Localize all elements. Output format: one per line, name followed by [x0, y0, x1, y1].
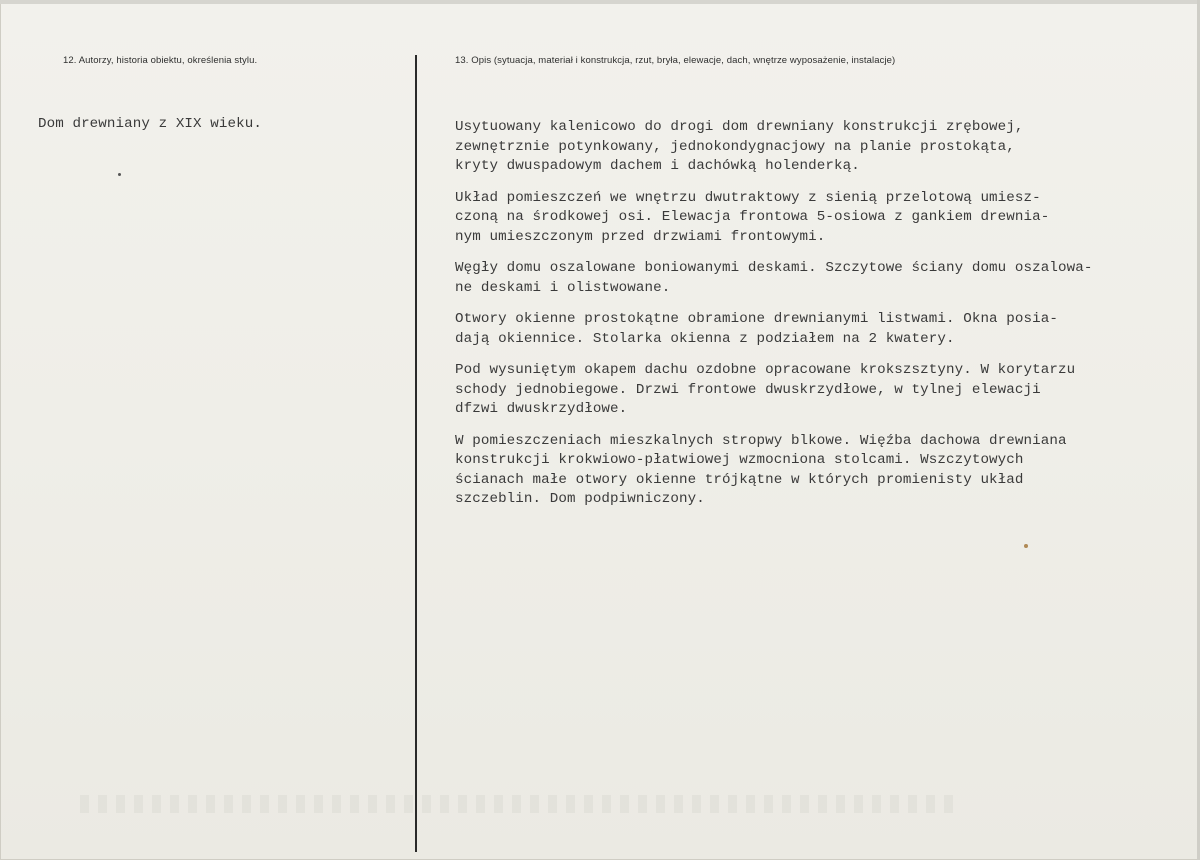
style-history-text: Dom drewniany z XIX wieku.: [38, 116, 262, 132]
description-line: nym umieszczonym przed drzwiami frontowymi.: [455, 228, 826, 245]
description-line: Usytuowany kalenicowo do drogi dom drewniany konstrukcji zrębowej,: [455, 119, 1024, 135]
description-line: Pod wysuniętym okapem dachu ozdobne opracowane krokszsztyny. W korytarzu: [455, 362, 1076, 378]
paper-stain: [1024, 544, 1028, 548]
description-paragraph: [455, 361, 1185, 420]
section-12-heading: 12. Autorzy, historia obiektu, określenia stylu.: [63, 55, 258, 66]
description-line: dfzwi dwuskrzydłowe.: [455, 401, 628, 417]
description-text: [455, 118, 1185, 522]
description-line: konstrukcji krokwiowo-płatwiowej wzmocniona stolcami. Wszczytowych: [455, 452, 1024, 468]
description-line: kryty dwuspadowym dachem i dachówką holenderką.: [455, 158, 860, 174]
section-13-heading: 13. Opis (sytuacja, materiał i konstrukcja, rzut, bryła, elewacje, dach, wnętrze wyposażenie, instalacje): [455, 55, 896, 66]
description-line: zewnętrznie potynkowany, jednokondygnacjowy na planie prostokąta,: [455, 138, 1015, 155]
faint-bleed-through: [80, 795, 960, 813]
description-line: Otwory okienne prostokątne obramione drewnianymi listwami. Okna posia-: [455, 311, 1058, 327]
description-paragraph: [455, 189, 1185, 248]
description-line: W pomieszczeniach mieszkalnych stropwy blkowe. Więźba dachowa drewniana: [455, 432, 1067, 449]
description-line: szczeblin. Dom podpiwniczony.: [455, 491, 705, 507]
description-paragraph: [455, 118, 1185, 177]
description-paragraph: [455, 432, 1185, 510]
description-line: czoną na środkowej osi. Elewacja frontowa 5-osiowa z gankiem drewnia-: [455, 209, 1050, 225]
description-line: Układ pomieszczeń we wnętrzu dwutraktowy z sienią przelotową umiesz-: [455, 189, 1041, 206]
ink-speck: [118, 173, 121, 176]
column-divider: [415, 55, 417, 852]
description-paragraph: [455, 310, 1185, 349]
description-line: ne deskami i olistwowane.: [455, 279, 671, 296]
description-line: schody jednobiegowe. Drzwi frontowe dwuskrzydłowe, w tylnej elewacji: [455, 381, 1041, 398]
sheet-top-edge: [0, 0, 1200, 4]
description-line: dają okiennice. Stolarka okienna z podziałem na 2 kwatery.: [455, 330, 955, 347]
description-paragraph: [455, 259, 1185, 298]
description-line: Węgły domu oszalowane boniowanymi deskami. Szczytowe ściany domu oszalowa-: [455, 260, 1093, 276]
description-line: ścianach małe otwory okienne trójkątne w których promienisty układ: [455, 471, 1024, 488]
